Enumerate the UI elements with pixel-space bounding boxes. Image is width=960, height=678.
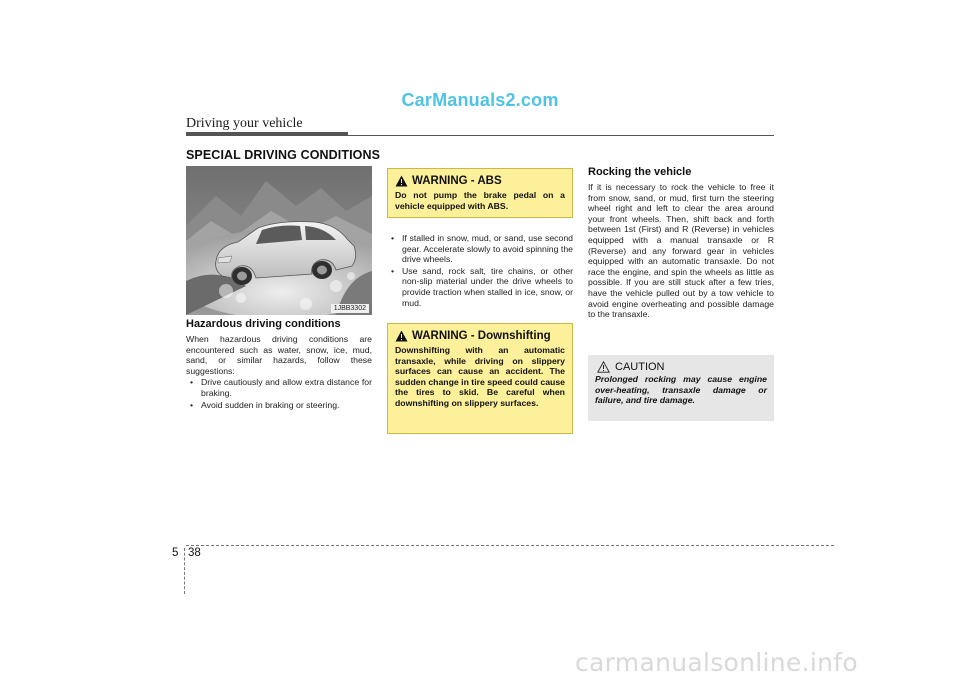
rocking-title: Rocking the vehicle (588, 166, 692, 178)
footer-vertical-rule (184, 548, 185, 594)
list-item: • If stalled in snow, mud, or sand, use second gear. Accelerate slowly to avoid spinning the drive wheels. (387, 233, 573, 265)
chapter-number: 5 (172, 547, 179, 559)
warning-triangle-icon (395, 330, 408, 342)
middle-bullets (387, 233, 573, 309)
section-title: SPECIAL DRIVING CONDITIONS (186, 148, 381, 162)
footer-rule (186, 545, 834, 546)
caution-body: Prolonged rocking may cause engine over-heating, transaxle damage or failure, and tire damage. (595, 374, 767, 406)
watermark-bottom: carmanualsonline.info (575, 648, 858, 677)
warning-downshift-box (387, 323, 573, 434)
page-number: 38 (188, 547, 201, 559)
car-on-rough-road-icon (186, 166, 372, 315)
caution-triangle-icon (597, 361, 610, 373)
hazardous-intro: When hazardous driving conditions are encountered such as water, snow, ice, mud, sand, or similar hazards, follow these suggestions: (186, 334, 372, 376)
caution-title: CAUTION (615, 361, 665, 373)
list-item: • Avoid sudden in braking or steering. (186, 400, 372, 411)
hazardous-section (186, 318, 372, 411)
warning-abs-body: Do not pump the brake pedal on a vehicle equipped with ABS. (395, 190, 565, 211)
warning-abs-box (387, 168, 573, 218)
warning-downshift-title: WARNING - Downshifting (412, 330, 551, 342)
watermark-top: CarManuals2.com (401, 90, 559, 110)
rocking-body: If it is necessary to rock the vehicle to free it from snow, sand, or mud, first turn the steering wheel right and left to clear the area around your front wheels. Then, shift back and forth between 1st (First) and R (Reverse) in vehicles equipped with a manual transaxle or R (Reverse) and any forward gear in vehicles equipped with an automatic transaxle. Do not race the engine, and spin the wheels as little as possible. If you are still stuck after a few tries, have the vehicle pulled out by a tow vehicle to avoid engine overheating and possible damage to the transaxle. (588, 182, 774, 320)
warning-abs-title: WARNING - ABS (412, 175, 502, 187)
hazardous-bullets (186, 377, 372, 410)
header-title: Driving your vehicle (186, 116, 303, 131)
hazardous-title: Hazardous driving conditions (186, 318, 341, 330)
figure-code: 1JBB3302 (331, 304, 369, 313)
header-rule-thin (186, 135, 774, 136)
list-item: • Use sand, rock salt, tire chains, or other non-slip material under the drive wheels to provide traction when stalled in ice, snow, or mud. (387, 266, 573, 308)
warning-triangle-icon (395, 175, 408, 187)
car-illustration (186, 166, 372, 315)
caution-box (588, 355, 774, 421)
warning-downshift-body: Downshifting with an automatic transaxle, while driving on slippery surfaces can cause an accident. The sudden change in tire speed could cause the tires to skid. Be careful when downshifting on slippery surfaces. (395, 345, 565, 408)
list-item: • Drive cautiously and allow extra distance for braking. (186, 377, 372, 398)
rocking-section (588, 166, 774, 320)
